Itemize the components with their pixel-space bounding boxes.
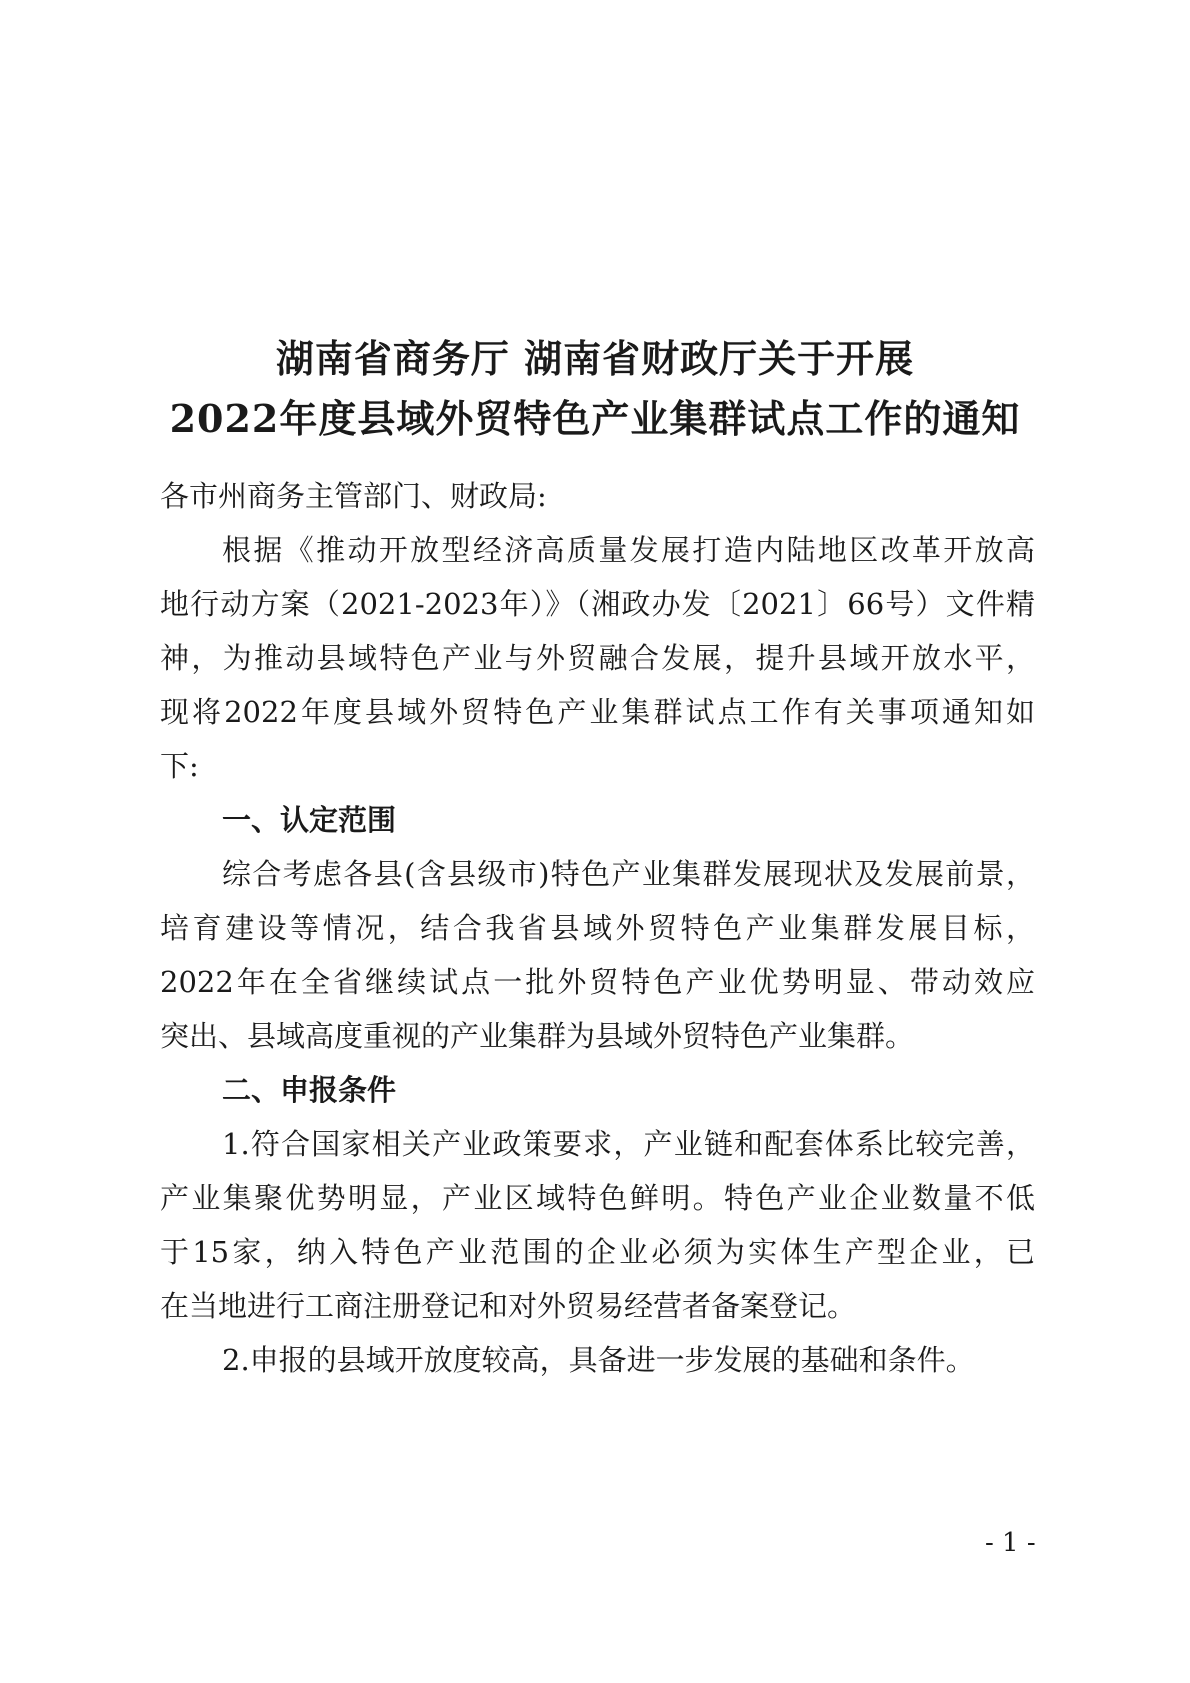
section-2-item-1-line-1: 1.符合国家相关产业政策要求，产业链和配套体系比较完善， [222,1127,1035,1161]
section-1-heading: 一、认定范围 [222,803,397,837]
section-2-heading: 二、申报条件 [222,1073,397,1107]
section-2-item-1-line-2: 产业集聚优势明显，产业区域特色鲜明。特色产业企业数量不低 [160,1181,1035,1215]
document-title-line-2: 2022年度县域外贸特色产业集群试点工作的通知 [169,396,1021,441]
page-number: - 1 - [985,1528,1036,1558]
section-2-item-2: 2.申报的县域开放度较高，具备进一步发展的基础和条件。 [222,1343,975,1377]
section-1-line-2: 培育建设等情况，结合我省县域外贸特色产业集群发展目标， [160,911,1035,945]
intro-line-4: 现将2022年度县域外贸特色产业集群试点工作有关事项通知如 [160,695,1035,729]
intro-line-1: 根据《推动开放型经济高质量发展打造内陆地区改革开放高 [222,533,1035,567]
intro-line-2: 地行动方案（2021-2023年）》（湘政办发〔2021〕66号）文件精 [160,587,1035,621]
intro-line-5: 下: [160,749,199,783]
section-1-line-4: 突出、县域高度重视的产业集群为县域外贸特色产业集群。 [160,1019,915,1053]
section-1-line-1: 综合考虑各县(含县级市)特色产业集群发展现状及发展前景， [222,857,1035,891]
section-2-item-1-line-3: 于15家，纳入特色产业范围的企业必须为实体生产型企业，已 [160,1235,1035,1269]
salutation: 各市州商务主管部门、财政局: [160,479,547,513]
intro-line-3: 神，为推动县域特色产业与外贸融合发展，提升县域开放水平， [160,641,1035,675]
section-1-line-3: 2022年在全省继续试点一批外贸特色产业优势明显、带动效应 [160,965,1035,999]
document-title-line-1: 湖南省商务厅 湖南省财政厅关于开展 [275,336,915,381]
section-2-item-1-line-4: 在当地进行工商注册登记和对外贸易经营者备案登记。 [160,1289,857,1323]
